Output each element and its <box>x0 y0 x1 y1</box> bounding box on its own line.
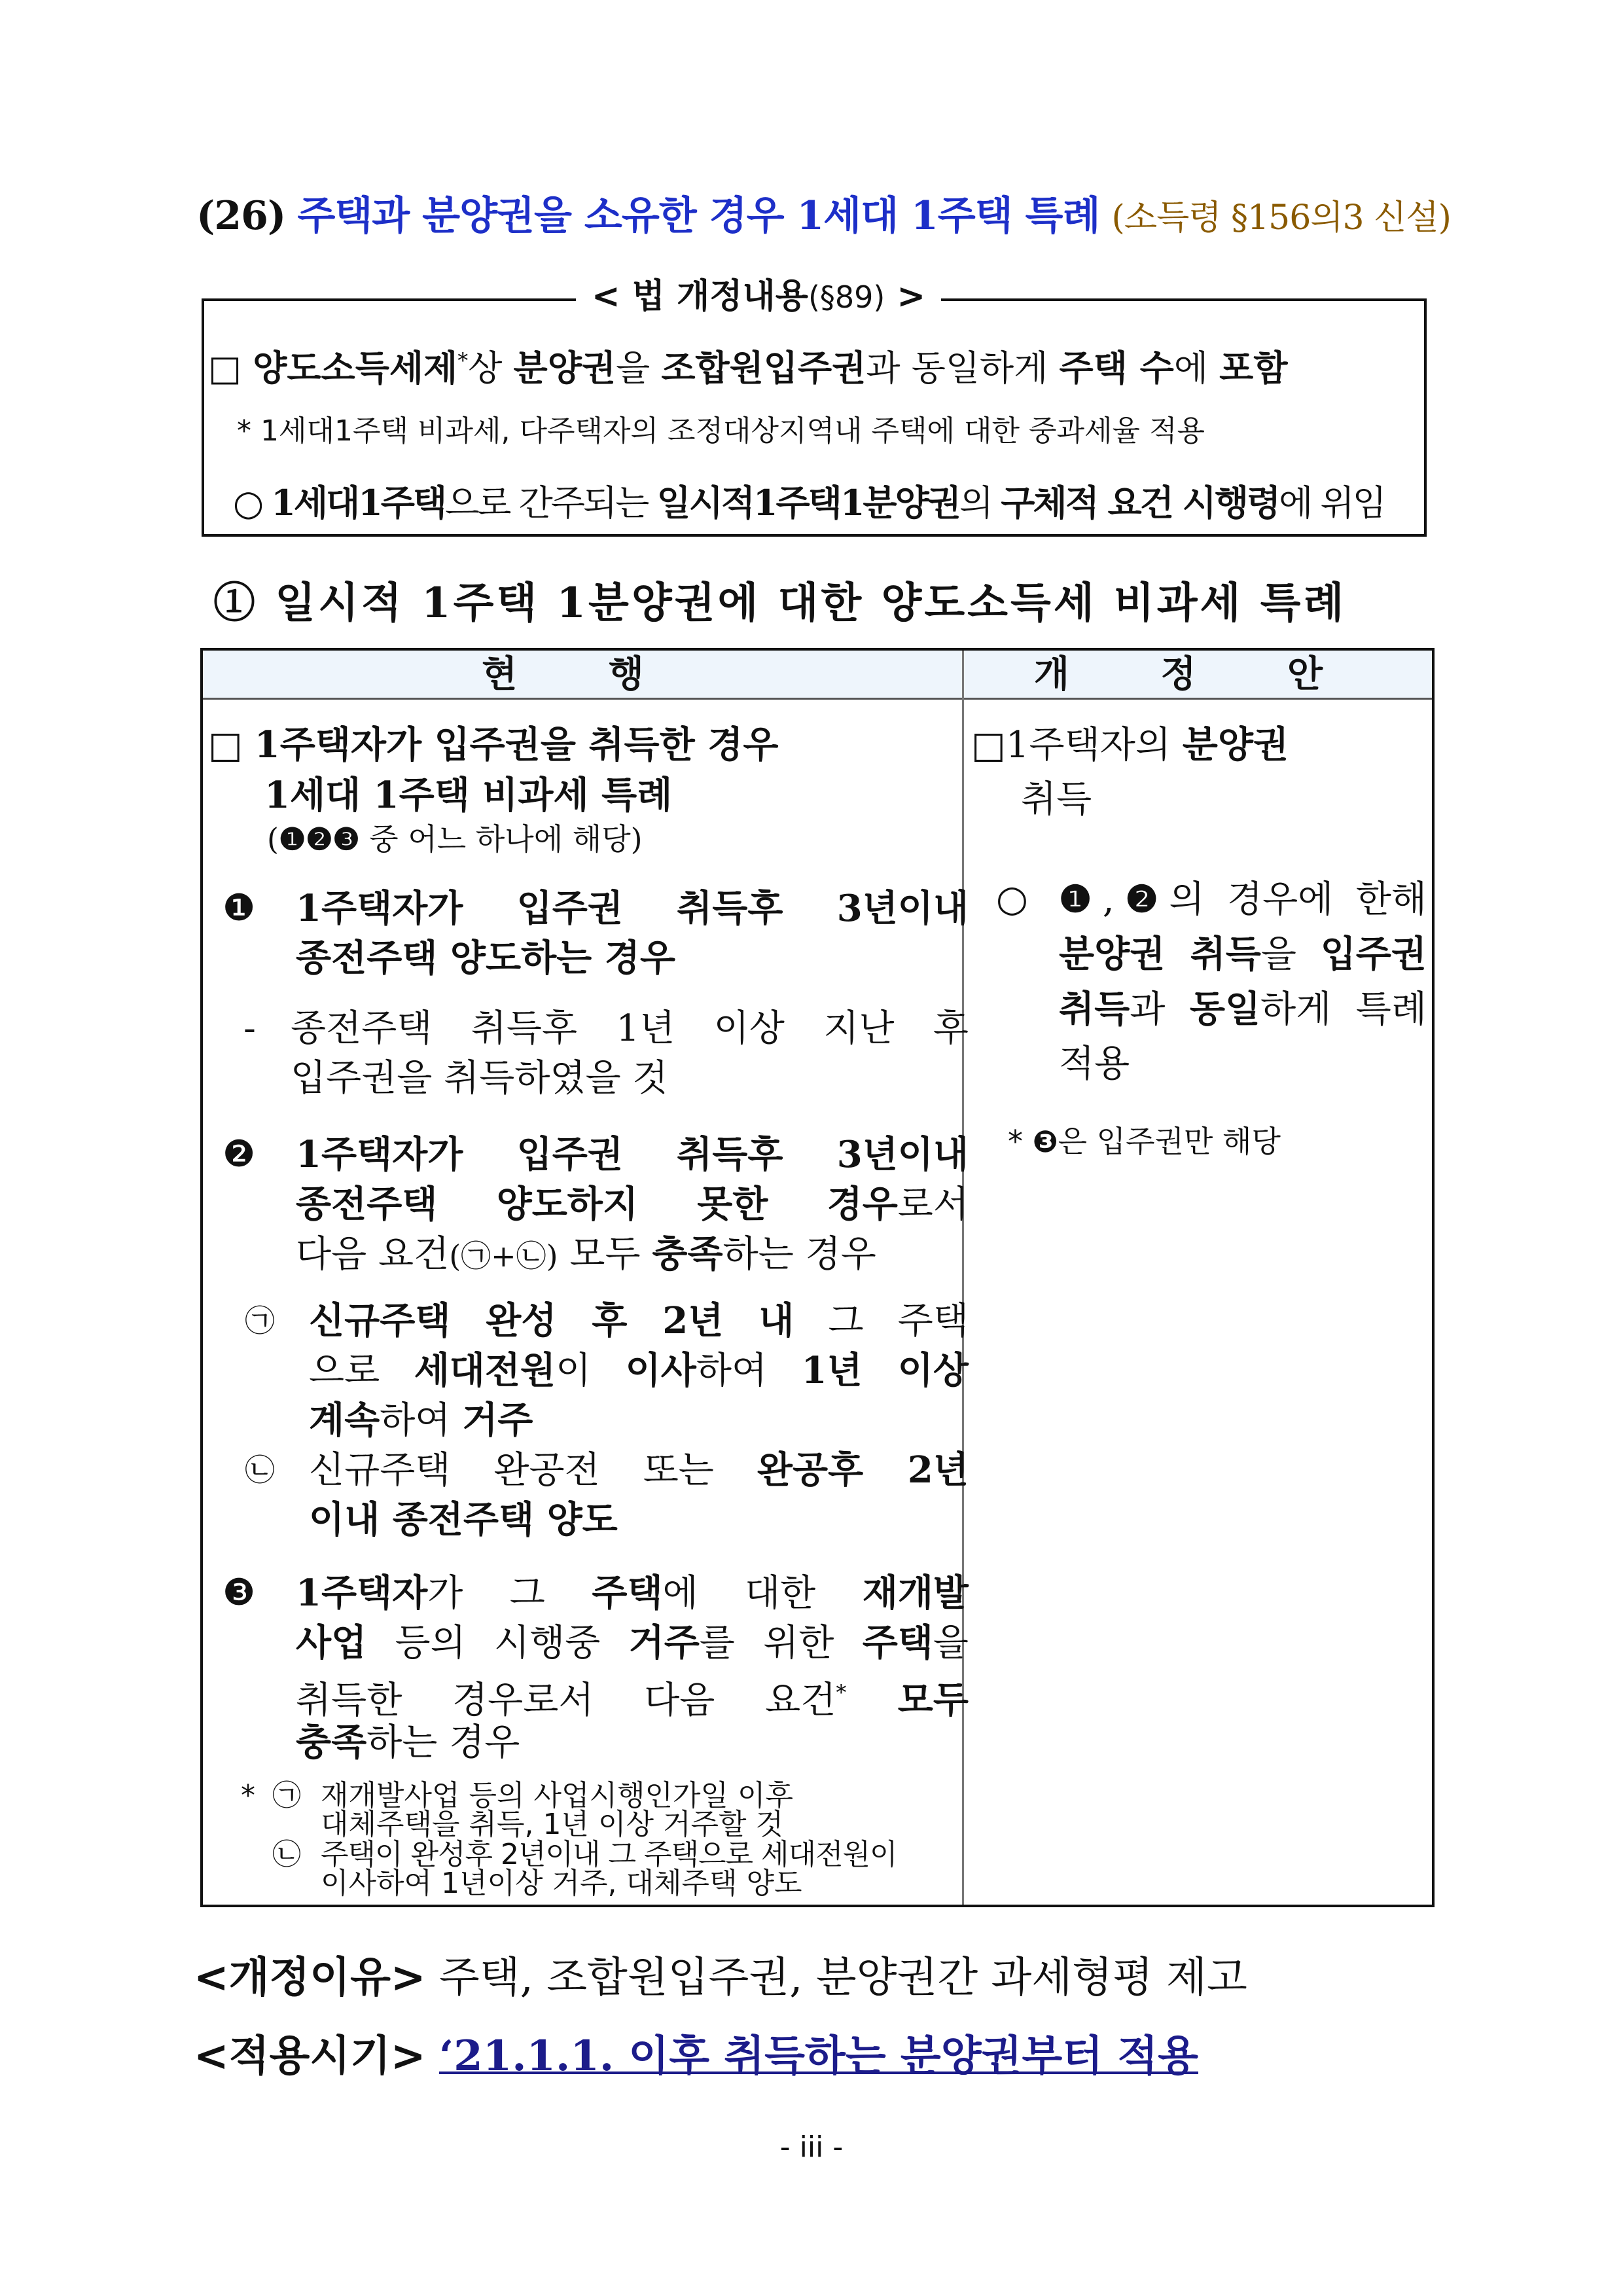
case-3-part: 주택 <box>862 1621 933 1664</box>
case-2a-part: 이 <box>556 1350 626 1392</box>
proposed-part: ❶ <box>1059 878 1103 921</box>
case-2a-part: 하여 <box>696 1350 802 1392</box>
proposed-bullet-line <box>1059 929 1427 980</box>
case-3-mark: ❸ <box>223 1571 256 1614</box>
amendment-reason <box>194 1944 1247 2004</box>
case-2a-mark: ㉠ <box>245 1303 275 1338</box>
case-3-line <box>296 1568 969 1619</box>
case-1-sub-dash: - <box>243 1007 256 1050</box>
case-2-part: 충족 <box>652 1232 723 1276</box>
footnote-2-line: 주택이 완성후 2년이내 그 주택으로 세대전원이 <box>321 1838 897 1871</box>
law-line-1-part: 을 <box>616 348 662 389</box>
case-2-line <box>296 1179 969 1230</box>
case-3-ref: ❸ <box>1032 1124 1058 1159</box>
case-3-part: 1주택자 <box>296 1571 428 1615</box>
law-line-1-part: 양도소득세제 <box>253 347 458 389</box>
case-2a-part: 하여 <box>380 1399 463 1442</box>
apply-label: <적용시기> <box>194 2032 426 2081</box>
section-title-note: (소득령 §156의3 신설) <box>1111 198 1451 238</box>
case-2b-part: 완공후 2년 <box>757 1448 969 1492</box>
case-2-line: 1주택자가 입주권 취득후 3년이내 <box>296 1133 969 1176</box>
law-line-1-part: 주택 수 <box>1059 347 1174 389</box>
proposed-note <box>1008 1118 1281 1161</box>
law-line-1-part: 분양권 <box>513 347 616 389</box>
law-line-3-part: 으로 간주되는 <box>445 482 657 524</box>
case-2b-part: 신규주택 완공전 또는 <box>309 1449 757 1492</box>
law-line-3-part: 에 위임 <box>1279 482 1385 524</box>
case-2a-part: 신규주택 완성 후 2년 내 <box>309 1299 794 1342</box>
case-2a-line <box>309 1395 533 1446</box>
law-line-3-part: 구체적 요건 시행령 <box>1001 482 1279 524</box>
checkbox-square: □ <box>971 724 1006 766</box>
subsection-heading: ① 일시적 1주택 1분양권에 대한 양도소득세 비과세 특례 <box>213 579 1347 628</box>
bullet-circle: ○ <box>233 482 262 524</box>
proposed-intro-part: 1주택자의 <box>1005 724 1183 766</box>
footnote-1-line: 재개발사업 등의 사업시행인가일 이후 <box>321 1779 794 1812</box>
case-1-sub-line: 입주권을 취득하였을 것 <box>291 1057 668 1100</box>
proposed-part: 입주권 <box>1320 933 1427 976</box>
case-3-part: 등의 시행중 <box>366 1622 629 1664</box>
bullet-circle: ○ <box>996 878 1028 920</box>
case-2a-part: 계속 <box>309 1399 380 1442</box>
law-line-1-part: 과 동일하게 <box>866 348 1060 389</box>
case-markers: ❶❷❸ <box>278 821 360 857</box>
page-number: - iii - <box>779 2130 844 2164</box>
proposed-intro-part: 분양권 <box>1182 723 1289 766</box>
case-2-line <box>296 1229 876 1280</box>
case-3-part: 거주 <box>628 1621 700 1664</box>
proposed-part: 취득 <box>1059 988 1130 1031</box>
current-intro-line: 중 어느 하나에 해당) <box>359 821 643 857</box>
case-3-part: 사업 <box>296 1621 367 1664</box>
footnote-1-mark: ㉠ <box>272 1779 301 1812</box>
proposed-part: 의 경우에 한해 <box>1169 878 1427 921</box>
footnote-2-mark: ㉡ <box>272 1838 301 1871</box>
footnote-star: * <box>241 1779 255 1812</box>
checkbox-square: □ <box>208 724 243 766</box>
column-header-current: 현 행 <box>482 653 683 696</box>
proposed-bullet-line <box>1059 984 1427 1035</box>
law-heading-close: > <box>885 277 926 316</box>
case-3-part: 를 위한 <box>699 1622 863 1664</box>
case-1-line: 1주택자가 입주권 취득후 3년이내 <box>296 887 969 930</box>
law-line-1-part: 상 <box>468 348 514 389</box>
reason-label: <개정이유> <box>194 1954 426 2002</box>
case-2-part: 종전주택 양도하지 못한 경우 <box>296 1183 898 1226</box>
case-2a-line <box>309 1296 969 1346</box>
footnote-mark: * <box>836 1680 847 1705</box>
case-2-part: 다음 요건 <box>296 1233 450 1276</box>
law-line-1-part: 에 <box>1173 348 1220 389</box>
case-2a-part: 거주 <box>462 1399 533 1442</box>
case-2-mark: ❷ <box>223 1133 256 1175</box>
law-line-1-part: 포함 <box>1219 347 1288 389</box>
case-3-part: 주택 <box>592 1571 663 1615</box>
case-1-sub-line: 종전주택 취득후 1년 이상 지난 후 <box>291 1007 969 1050</box>
law-line-3-part: 의 <box>959 482 1001 524</box>
footnote-mark: * <box>457 348 469 373</box>
case-1-line: 종전주택 양도하는 경우 <box>296 937 675 980</box>
case-2-part: 로서 <box>897 1183 969 1226</box>
case-2a-line <box>309 1346 969 1396</box>
law-line-2-footnote: * 1세대1주택 비과세, 다주택자의 조정대상지역내 주택에 대한 중과세율 적용 <box>237 414 1205 448</box>
law-heading-text: < 법 개정내용 <box>592 277 808 316</box>
application-date <box>194 2022 1198 2083</box>
case-3-part: 재개발 <box>862 1571 969 1615</box>
proposed-part: 동일 <box>1189 988 1261 1031</box>
case-2a-part: 이사 <box>625 1349 696 1392</box>
paren: ( <box>267 821 279 857</box>
case-3-part: 에 대한 <box>662 1572 863 1615</box>
proposed-part: ❷ <box>1114 878 1169 921</box>
case-3-line <box>296 1618 969 1668</box>
case-2a-part: 으로 <box>309 1350 414 1392</box>
law-line-3 <box>233 475 1385 526</box>
section-title-text: 주택과 분양권을 소유한 경우 1세대 1주택 특례 <box>297 193 1100 239</box>
case-2b-mark: ㉡ <box>245 1452 275 1488</box>
case-2-part: 모두 <box>558 1233 652 1276</box>
law-line-3-part: 일시적1주택1분양권 <box>656 482 959 524</box>
law-amendment-heading <box>576 268 941 317</box>
table-header-divider <box>203 698 1432 700</box>
section-title <box>196 185 1451 241</box>
proposed-part: 분양권 <box>1059 933 1166 976</box>
law-line-3-part: 1세대1주택 <box>271 482 446 524</box>
case-2a-part: 세대전원 <box>414 1349 556 1392</box>
section-number: (26) <box>196 193 286 239</box>
case-3-part: 가 그 <box>427 1572 592 1615</box>
proposed-intro-line: 취득 <box>1021 778 1092 821</box>
footnote-1-line: 대체주택을 취득, 1년 이상 거주할 것 <box>321 1808 783 1841</box>
footnote-2-line: 이사하여 1년이상 거주, 대체주택 양도 <box>321 1867 802 1900</box>
proposed-bullet-line: 적용 <box>1059 1043 1130 1085</box>
current-intro-line: 1세대 1주택 비과세 특례 <box>264 774 673 817</box>
proposed-part: 을 <box>1260 933 1321 976</box>
case-2a-part: 1년 이상 <box>801 1349 969 1392</box>
law-line-1-part: 조합원입주권 <box>661 347 866 389</box>
case-3-part: 하는 경우 <box>366 1721 520 1764</box>
footnote-star: * <box>1008 1124 1023 1159</box>
case-1-mark: ❶ <box>223 887 256 929</box>
case-3-line <box>296 1717 520 1768</box>
column-header-proposed: 개 정 안 <box>1033 653 1363 696</box>
proposed-part: , <box>1102 878 1115 921</box>
checkbox-square: □ <box>208 348 242 389</box>
current-intro-line: 1주택자가 입주권을 취득한 경우 <box>254 723 779 766</box>
proposed-part: 과 <box>1130 988 1190 1031</box>
case-3-part: 취득한 경우로서 다음 요건 <box>296 1679 836 1722</box>
case-3-part: 모두 <box>846 1678 969 1722</box>
current-intro <box>208 720 954 857</box>
case-2-part: 하는 경우 <box>722 1233 876 1276</box>
case-2a-part: 그 주택 <box>794 1300 969 1342</box>
proposed-part: 하게 특례 <box>1260 988 1427 1031</box>
case-3-part: 을 <box>933 1622 969 1664</box>
apply-text: ‘21.1.1. 이후 취득하는 분양권부터 적용 <box>438 2032 1198 2081</box>
reason-text: 주택, 조합원입주권, 분양권간 과세형평 제고 <box>438 1954 1247 2002</box>
proposed-intro <box>971 720 1289 770</box>
case-2b-line <box>309 1445 969 1496</box>
proposed-bullet-line <box>1059 874 1427 925</box>
law-heading-ref: (§89) <box>808 279 885 315</box>
proposed-part: 취득 <box>1165 933 1261 976</box>
case-2-part: (㉠+㉡) <box>449 1238 558 1274</box>
case-3-part: 충족 <box>296 1721 367 1764</box>
proposed-note-text: 은 입주권만 해당 <box>1058 1124 1281 1159</box>
law-line-1 <box>208 340 1287 391</box>
case-2b-line: 이내 종전주택 양도 <box>309 1498 618 1541</box>
